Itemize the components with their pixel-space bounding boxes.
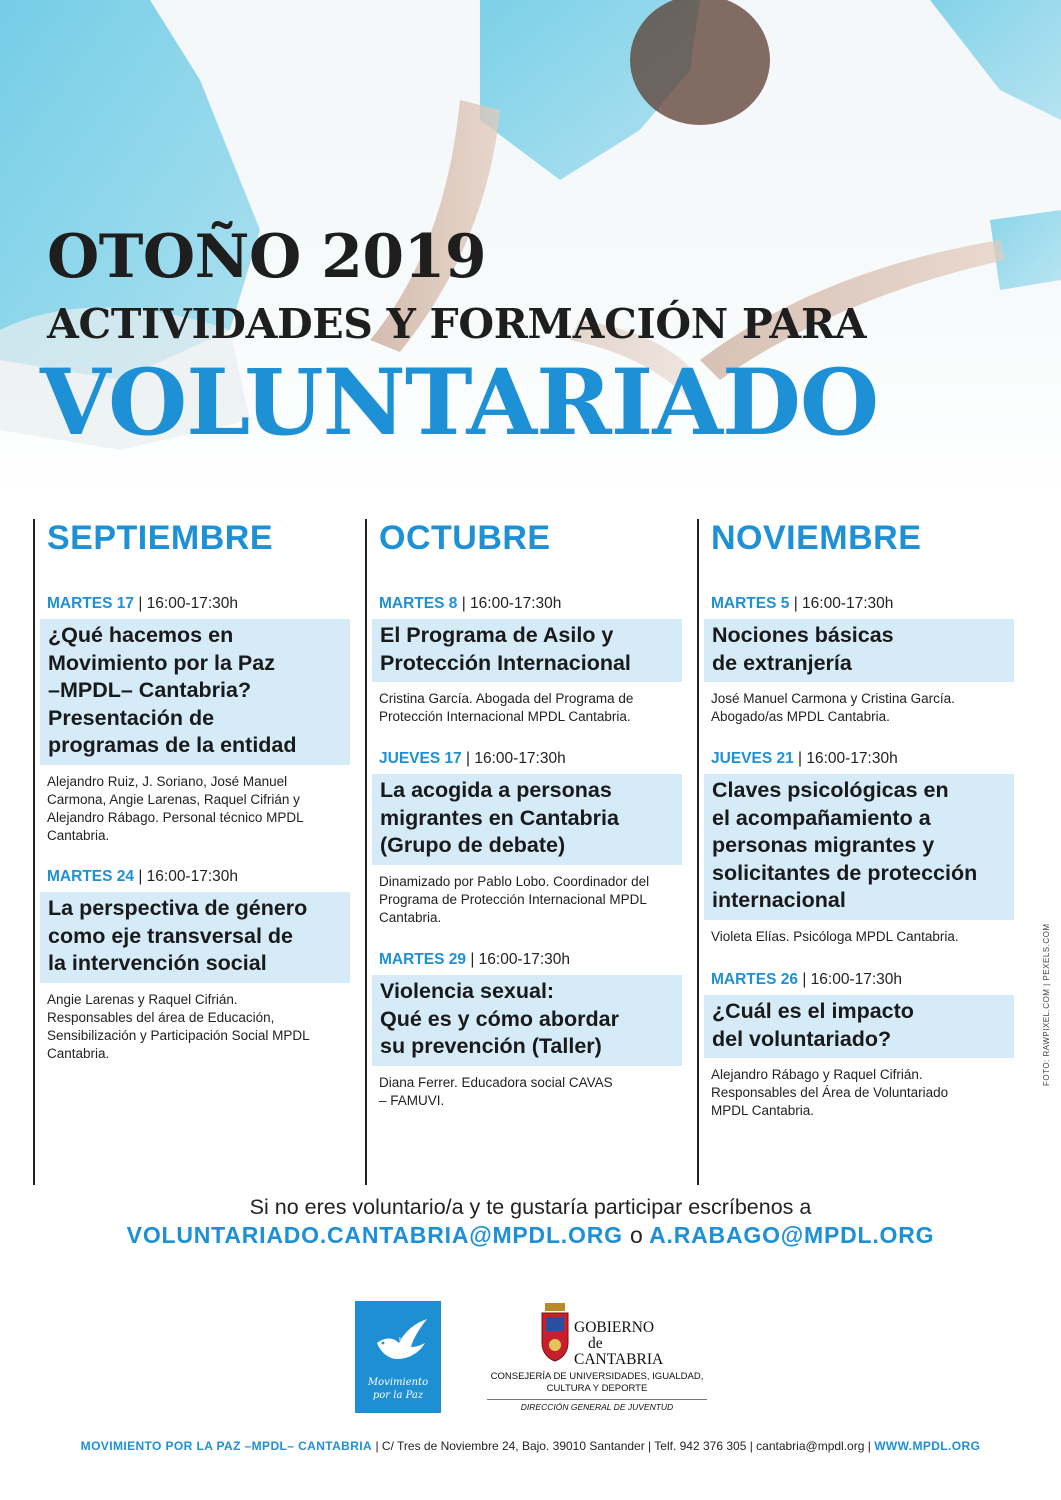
event-day: MARTES 29 <box>379 951 466 968</box>
topic-line: Presentación de <box>48 705 215 730</box>
mpdl-logo <box>355 1301 441 1413</box>
title-main: VOLUNTARIADO <box>40 350 879 456</box>
mpdl-small-text: MPDL <box>399 1337 413 1343</box>
topic-line: su prevención (Taller) <box>380 1034 602 1058</box>
event-date <box>711 971 1017 989</box>
event-item <box>367 750 685 927</box>
speaker-line: Cantabria. <box>47 827 110 843</box>
speaker-line: Protección Internacional MPDL Cantabria. <box>379 709 631 724</box>
speaker-line: Cantabria. <box>47 1045 110 1061</box>
speaker-line: Angie Larenas y Raquel Cifrián. <box>47 991 238 1007</box>
cta-or: o <box>630 1222 643 1248</box>
speaker-line: MPDL Cantabria. <box>711 1103 815 1118</box>
topic-line: (Grupo de debate) <box>380 833 566 857</box>
topic-line: El Programa de Asilo y <box>380 623 614 647</box>
event-time: | 16:00-17:30h <box>138 595 239 612</box>
event-day: MARTES 8 <box>379 595 458 612</box>
event-item <box>35 868 353 1063</box>
event-item <box>699 595 1017 726</box>
mpdl-logo-line2: por la Paz <box>372 1390 424 1401</box>
event-date <box>379 951 685 969</box>
topic-line: La acogida a personas <box>380 778 612 802</box>
event-date <box>711 595 1017 613</box>
event-time: | 16:00-17:30h <box>798 750 898 767</box>
topic-line: programas de la entidad <box>48 733 297 757</box>
event-day: JUEVES 21 <box>711 750 794 767</box>
event-time: | 16:00-17:30h <box>802 971 903 988</box>
topic-line: Nociones básicas <box>712 623 894 647</box>
event-time: | 16:00-17:30h <box>138 868 239 885</box>
footer-address: | C/ Tres de Noviembre 24, Bajo. 39010 Santander | Telf. 942 376 305 | cantabria@mpdl.org | <box>375 1439 871 1453</box>
speaker-line: Alejandro Rábago y Raquel Cifrián. <box>711 1067 923 1082</box>
speaker-line: – FAMUVI. <box>379 1092 445 1108</box>
dove-icon <box>355 1301 441 1381</box>
event-speaker <box>711 1066 1007 1120</box>
event-item <box>35 595 353 845</box>
event-item <box>699 750 1017 946</box>
event-time: | 16:00-17:30h <box>793 595 894 612</box>
event-speaker <box>711 690 1007 726</box>
topic-line: –MPDL– Cantabria? <box>48 678 252 702</box>
footer-org: MOVIMIENTO POR LA PAZ –MPDL– CANTABRIA <box>80 1439 373 1453</box>
event-date <box>47 595 353 613</box>
event-topic <box>40 619 350 765</box>
speaker-line: Cantabria. <box>379 909 442 925</box>
gobierno-line2: de <box>588 1335 603 1352</box>
column-septiembre <box>33 519 335 1185</box>
speaker-line: Alejandro Rábago. Personal técnico MPDL <box>47 809 304 825</box>
photo-credit: FOTO: RAWPIXEL.COM | PEXELS.COM <box>1042 923 1051 1086</box>
event-speaker <box>47 773 343 845</box>
month-heading: NOVIEMBRE <box>711 519 922 557</box>
event-item <box>699 971 1017 1120</box>
speaker-line: Violeta Elías. Psicóloga MPDL Cantabria. <box>711 928 959 944</box>
speaker-line: Alejandro Ruiz, J. Soriano, José Manuel <box>47 773 288 789</box>
topic-line: Qué es y cómo abordar <box>380 1006 619 1031</box>
event-speaker <box>379 690 675 726</box>
event-speaker <box>47 991 343 1063</box>
consejeria-line2: CULTURA Y DEPORTE <box>546 1383 648 1394</box>
topic-line: el acompañamiento a <box>712 805 931 830</box>
event-day: MARTES 5 <box>711 595 790 612</box>
topic-line: Movimiento por la Paz <box>48 650 275 675</box>
speaker-line: Dinamizado por Pablo Lobo. Coordinador del <box>379 873 650 889</box>
event-time: | 16:00-17:30h <box>470 951 571 968</box>
month-heading: SEPTIEMBRE <box>47 519 274 557</box>
speaker-line: Diana Ferrer. Educadora social CAVAS <box>379 1074 613 1090</box>
topic-line: Protección Internacional <box>380 650 631 675</box>
event-topic <box>704 995 1014 1058</box>
speaker-line: Abogado/as MPDL Cantabria. <box>711 709 890 724</box>
topic-line: Claves psicológicas en <box>712 778 949 802</box>
email-link-voluntariado[interactable]: VOLUNTARIADO.CANTABRIA@MPDL.ORG <box>126 1222 623 1248</box>
topic-line: del voluntariado? <box>712 1026 892 1051</box>
speaker-line: José Manuel Carmona y Cristina García. <box>711 691 955 706</box>
month-heading: OCTUBRE <box>379 519 551 557</box>
event-time: | 16:00-17:30h <box>461 595 562 612</box>
event-day: MARTES 24 <box>47 868 134 885</box>
gobierno-cantabria-logo <box>487 1303 737 1413</box>
event-date <box>711 750 1017 768</box>
title-subtitle: ACTIVIDADES Y FORMACIÓN PARA <box>47 300 867 348</box>
event-day: MARTES 17 <box>47 595 134 612</box>
consejeria <box>487 1371 707 1395</box>
column-noviembre <box>697 519 999 1185</box>
gobierno-line1: GOBIERNO <box>574 1319 655 1336</box>
cta-emails <box>0 1222 1061 1249</box>
event-speaker <box>379 873 675 927</box>
footer <box>0 1439 1061 1453</box>
topic-line: de extranjería <box>712 650 852 675</box>
speaker-line: Sensibilización y Participación Social MPDL <box>47 1027 310 1043</box>
event-topic <box>704 619 1014 682</box>
event-date <box>379 750 685 768</box>
gobierno-line3: CANTABRIA <box>574 1351 664 1368</box>
event-date <box>379 595 685 613</box>
topic-line: como eje transversal de <box>48 923 293 948</box>
event-topic <box>704 774 1014 920</box>
topic-line: Violencia sexual: <box>380 979 555 1003</box>
event-topic <box>372 975 682 1066</box>
direccion-general: DIRECCIÓN GENERAL DE JUVENTUD <box>487 1399 707 1412</box>
coat-of-arms-icon <box>537 1303 573 1365</box>
event-time: | 16:00-17:30h <box>466 750 566 767</box>
event-topic <box>372 774 682 865</box>
event-day: JUEVES 17 <box>379 750 462 767</box>
speaker-line: Carmona, Angie Larenas, Raquel Cifrián y <box>47 791 300 807</box>
event-speaker <box>711 928 1007 946</box>
mpdl-logo-line1: Movimiento <box>367 1377 429 1388</box>
topic-line: migrantes en Cantabria <box>380 805 619 830</box>
consejeria-line1: CONSEJERÍA DE UNIVERSIDADES, IGUALDAD, <box>490 1371 704 1382</box>
topic-line: solicitantes de protección <box>712 860 978 885</box>
email-link-rabago[interactable]: A.RABAGO@MPDL.ORG <box>649 1222 935 1248</box>
event-item <box>367 951 685 1110</box>
topic-line: ¿Qué hacemos en <box>48 623 234 647</box>
topic-line: internacional <box>712 888 846 912</box>
topic-line: ¿Cuál es el impacto <box>712 999 914 1023</box>
speaker-line: Cristina García. Abogada del Programa de <box>379 691 634 706</box>
topic-line: La perspectiva de género <box>48 896 308 920</box>
column-octubre <box>365 519 667 1185</box>
gobierno-name <box>574 1320 663 1368</box>
title-season: OTOÑO 2019 <box>47 222 487 292</box>
speaker-line: Responsables del área de Educación, <box>47 1009 275 1025</box>
speaker-line: Responsables del Área de Voluntariado <box>711 1085 949 1100</box>
event-item <box>367 595 685 726</box>
topic-line: la intervención social <box>48 951 267 975</box>
cta-text: Si no eres voluntario/a y te gustaría participar escríbenos a <box>249 1195 812 1219</box>
event-speaker <box>379 1074 675 1110</box>
event-topic <box>40 892 350 983</box>
speaker-line: Programa de Protección Internacional MPDL <box>379 891 647 907</box>
event-day: MARTES 26 <box>711 971 798 988</box>
event-date <box>47 868 353 886</box>
footer-web-link[interactable]: WWW.MPDL.ORG <box>874 1439 981 1453</box>
event-topic <box>372 619 682 682</box>
topic-line: personas migrantes y <box>712 833 935 857</box>
